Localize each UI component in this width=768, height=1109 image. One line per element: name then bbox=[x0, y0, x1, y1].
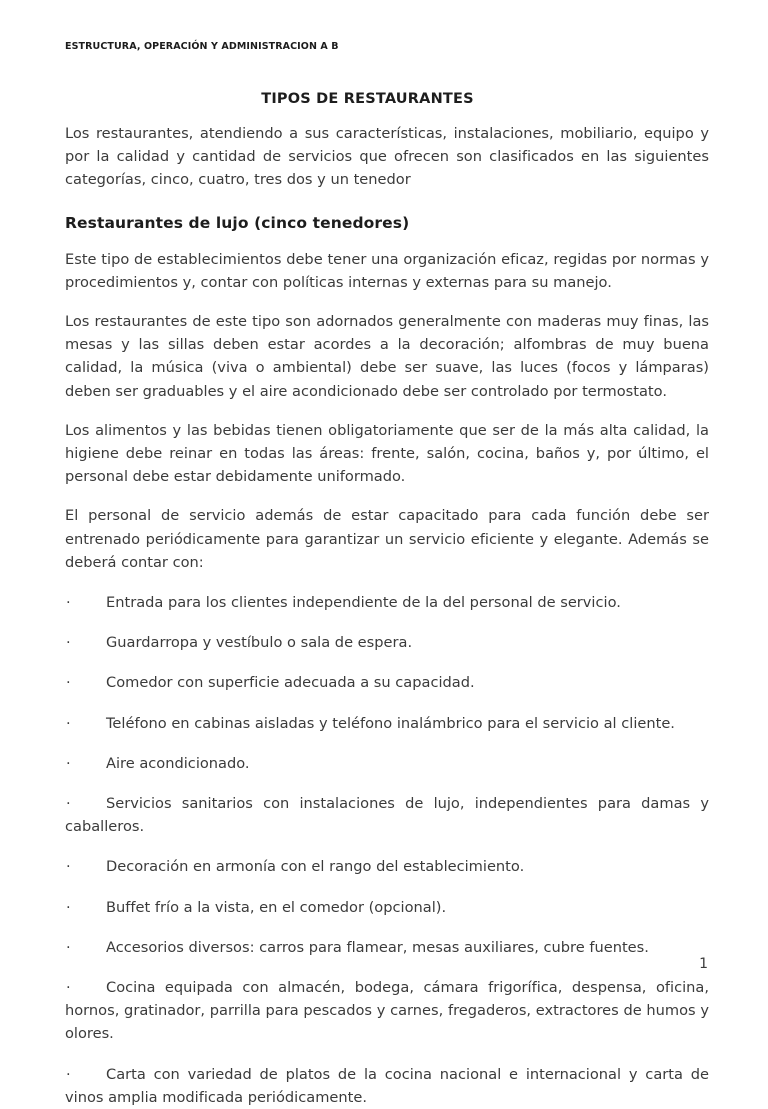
section-paragraph: Los restaurantes de este tipo son adornados generalmente con maderas muy finas, las mesas y las sillas deben estar acordes a la decoración; alfombras de muy buena calidad, la música (viva o ambiental) debe ser suave, las luces (focos y lámparas) deben ser graduables y el aire acondicionado debe ser controlado por termostato. bbox=[65, 313, 709, 400]
section-heading: Restaurantes de lujo (cinco tenedores) bbox=[65, 213, 410, 232]
list-item bbox=[65, 959, 709, 1046]
bullet-icon: · bbox=[66, 714, 71, 732]
page-number: 1 bbox=[699, 956, 708, 972]
list-item bbox=[65, 775, 709, 838]
list-item-label: Teléfono en cabinas aisladas y teléfono inalámbrico para el servicio al cliente. bbox=[106, 714, 675, 732]
list-item-label: Servicios sanitarios con instalaciones de lujo, independientes para damas y caballeros. bbox=[65, 795, 709, 836]
page-title: TIPOS DE RESTAURANTES bbox=[261, 91, 474, 107]
list-item bbox=[65, 695, 709, 735]
bullet-icon: · bbox=[66, 795, 71, 813]
section-paragraph: Este tipo de establecimientos debe tener una organización eficaz, regidas por normas y procedimientos y, contar con políticas internas y externas para su manejo. bbox=[65, 250, 709, 291]
list-item bbox=[65, 1046, 709, 1109]
list-item bbox=[65, 838, 709, 878]
bullet-icon: · bbox=[66, 979, 71, 997]
list-item bbox=[65, 654, 709, 694]
list-item-label: Guardarropa y vestíbulo o sala de espera. bbox=[106, 634, 413, 652]
list-item-label: Cocina equipada con almacén, bodega, cámara frigorífica, despensa, oficina, hornos, gratinador, parrilla para pescados y carnes, fregaderos, extractores de humos y olores. bbox=[65, 979, 709, 1043]
section-paragraph: Los alimentos y las bebidas tienen obligatoriamente que ser de la más alta calidad, la higiene debe reinar en todas las áreas: frente, salón, cocina, baños y, por último, el personal debe estar debidamente uniformado. bbox=[65, 421, 709, 486]
list-item-label: Entrada para los clientes independiente de la del personal de servicio. bbox=[106, 594, 621, 612]
list-item-label: Decoración en armonía con el rango del establecimiento. bbox=[106, 858, 525, 876]
bullet-icon: · bbox=[66, 674, 71, 692]
running-head: ESTRUCTURA, OPERACIÓN Y ADMINISTRACION A B bbox=[65, 41, 339, 52]
bullet-icon: · bbox=[66, 898, 71, 916]
bullet-icon: · bbox=[66, 938, 71, 956]
list-item bbox=[65, 879, 709, 919]
list-item-label: Accesorios diversos: carros para flamear, mesas auxiliares, cubre fuentes. bbox=[106, 938, 649, 956]
list-item bbox=[65, 919, 709, 959]
list-item bbox=[65, 614, 709, 654]
requirements-list bbox=[65, 574, 709, 1109]
list-item bbox=[65, 735, 709, 775]
bullet-icon: · bbox=[66, 1065, 71, 1083]
list-item-label: Carta con variedad de platos de la cocina nacional e internacional y carta de vinos amplia modificada periódicamente. bbox=[65, 1065, 709, 1106]
list-item-label: Buffet frío a la vista, en el comedor (opcional). bbox=[106, 898, 447, 916]
bullet-icon: · bbox=[66, 634, 71, 652]
bullet-icon: · bbox=[66, 754, 71, 772]
bullet-icon: · bbox=[66, 594, 71, 612]
list-item bbox=[65, 574, 709, 614]
section-paragraph: El personal de servicio además de estar capacitado para cada función debe ser entrenado periódicamente para garantizar un servicio eficiente y elegante. Además se deberá contar con: bbox=[65, 507, 709, 571]
intro-paragraph: Los restaurantes, atendiendo a sus características, instalaciones, mobiliario, equipo y por la calidad y cantidad de servicios que ofrecen son clasificados en las siguientes categorías, cinco, cuatro, tres dos y un tenedor bbox=[65, 125, 709, 189]
bullet-icon: · bbox=[66, 858, 71, 876]
list-item-label: Comedor con superficie adecuada a su capacidad. bbox=[106, 674, 475, 692]
list-item-label: Aire acondicionado. bbox=[106, 754, 250, 772]
